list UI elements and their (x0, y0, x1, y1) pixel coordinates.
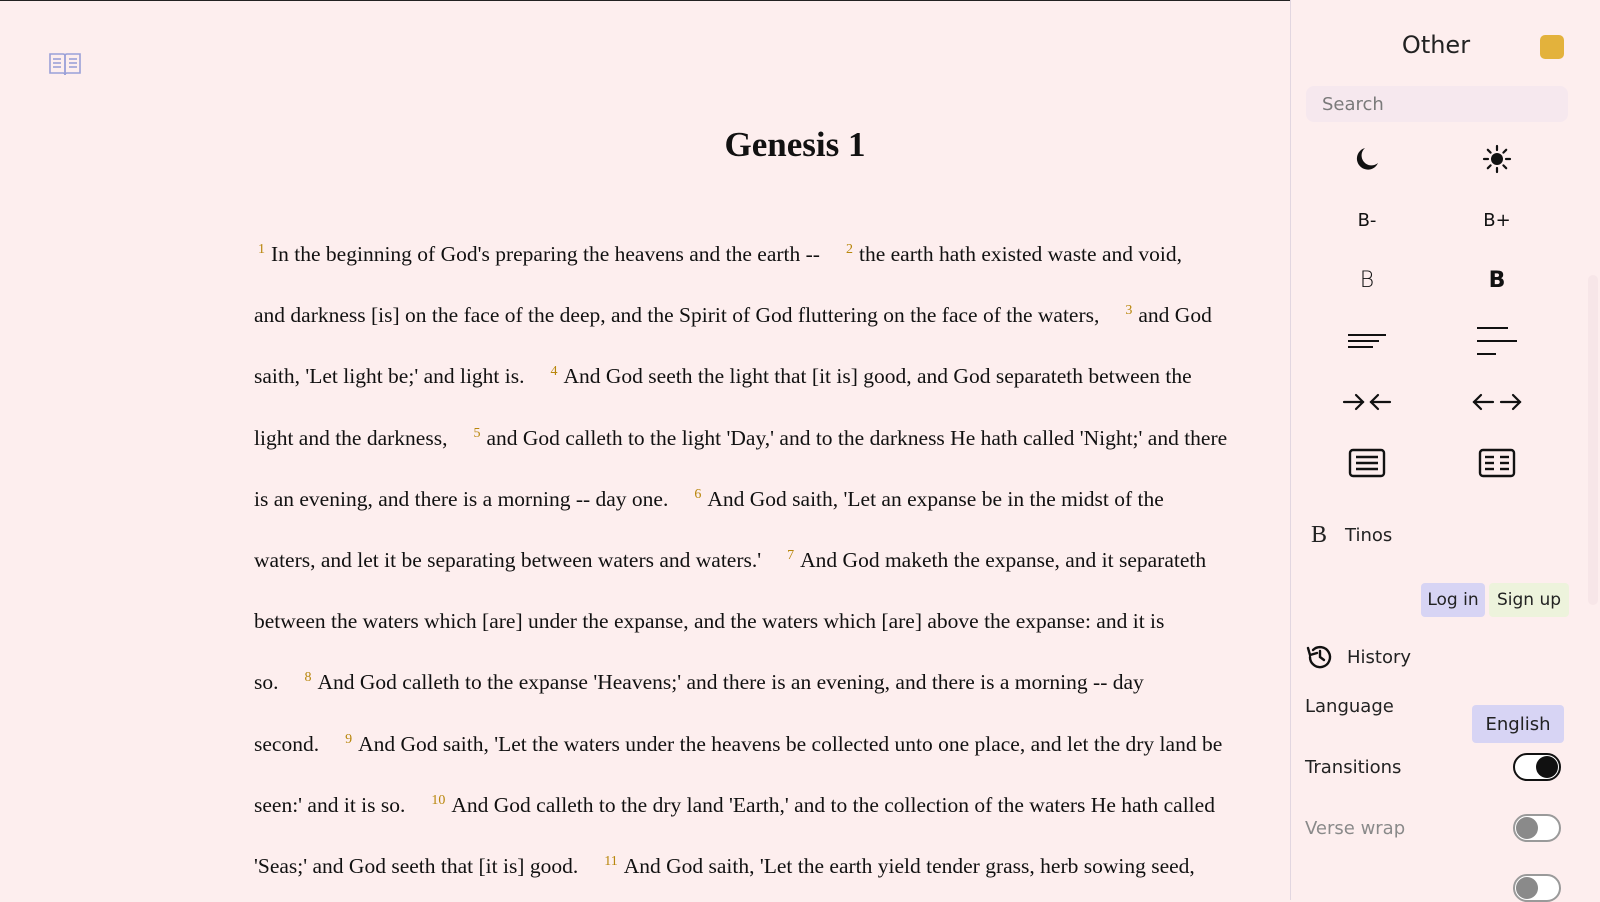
verse-text: is an evening, and there is a morning -- day one. (254, 486, 669, 511)
transitions-label: Transitions (1305, 757, 1402, 778)
text-line (254, 670, 1144, 695)
decrease-font-size-label: B- (1357, 209, 1377, 231)
text-line (254, 732, 1222, 757)
verse-text: the earth hath existed waste and void, (858, 242, 1182, 266)
verse-wrap-label: Verse wrap (1305, 818, 1406, 839)
verse-text: And God calleth to the dry land 'Earth,' and to the collection of the waters He hath called (451, 792, 1215, 817)
language-label: Language (1305, 696, 1394, 717)
verse-wrap-toggle-knob (1516, 817, 1538, 839)
verse-text: waters, and let it be separating between waters and waters.' (254, 548, 762, 572)
increase-font-size-button[interactable] (1467, 198, 1527, 242)
verse-text: and darkness [is] on the face of the deep, and the Spirit of God fluttering on the face of the waters, (254, 303, 1100, 328)
history-button[interactable] (1305, 642, 1411, 672)
light-weight-label: B (1359, 267, 1375, 293)
wide-width-button[interactable] (1467, 380, 1527, 424)
verse-number[interactable]: 7 (787, 548, 795, 563)
line-spacing-tight-button[interactable] (1337, 319, 1397, 363)
dark-theme-button[interactable] (1337, 137, 1397, 181)
search-input[interactable] (1306, 86, 1568, 122)
panel-scrollbar[interactable] (1586, 0, 1600, 900)
language-select[interactable]: English (1472, 705, 1564, 743)
moon-icon (1353, 145, 1381, 173)
verse-text: and God (1138, 303, 1212, 328)
narrow-width-button[interactable] (1337, 380, 1397, 424)
verse-number[interactable]: 11 (604, 854, 618, 869)
text-line (254, 487, 1164, 512)
verse-number[interactable]: 3 (1125, 303, 1133, 319)
verse-text: In the beginning of God's preparing the heavens and the earth -- (271, 242, 820, 266)
verse-text: so. (254, 670, 279, 695)
font-sample: B (1311, 522, 1328, 548)
verse-number[interactable]: 9 (345, 731, 353, 747)
verse-text: And God saith, 'Let the waters under the heavens be collected unto one place, and let the dry land be (358, 731, 1223, 756)
single-column-icon (1348, 448, 1386, 478)
accent-color-swatch[interactable] (1540, 35, 1564, 59)
verse-text: between the waters which [are] under the expanse, and the waters which [are] above the expanse: and it is (254, 609, 1165, 634)
verse-text: and God calleth to the light 'Day,' and to the darkness He hath called 'Night;' and there (486, 425, 1228, 450)
verse-text: light and the darkness, (254, 425, 448, 450)
arrows-outward-icon (1472, 392, 1522, 412)
text-line (254, 303, 1212, 328)
transitions-toggle[interactable] (1513, 753, 1561, 781)
text-line (254, 242, 1182, 267)
text-line (254, 426, 1227, 451)
verse-number[interactable]: 8 (304, 670, 312, 686)
transitions-toggle-knob (1536, 756, 1558, 778)
additional-toggle[interactable] (1513, 874, 1561, 902)
panel-scrollbar-thumb[interactable] (1588, 275, 1598, 605)
text-line (254, 548, 1206, 573)
history-label: History (1347, 646, 1412, 668)
verse-text: And God seeth the light that [it is] good, and God separateth between the (563, 364, 1192, 389)
settings-panel (1290, 0, 1600, 900)
verse-text: seen:' and it is so. (254, 792, 406, 817)
verse-text: And God saith, 'Let the earth yield tender grass, herb sowing seed, (623, 854, 1195, 878)
line-spacing-wide-button[interactable] (1467, 319, 1527, 363)
verse-text: And God saith, 'Let an expanse be in the midst of the (707, 486, 1164, 511)
bold-weight-button[interactable] (1467, 258, 1527, 302)
verse-text: And God calleth to the expanse 'Heavens;' and there is an evening, and there is a morning -- day (317, 670, 1144, 695)
two-column-button[interactable] (1467, 441, 1527, 485)
decrease-font-size-button[interactable] (1337, 198, 1397, 242)
text-line (254, 609, 1164, 634)
text-line (254, 854, 1195, 879)
bold-weight-label: B (1488, 267, 1506, 293)
verse-text: saith, 'Let light be;' and light is. (254, 364, 525, 389)
light-weight-button[interactable] (1337, 258, 1397, 302)
book-icon[interactable] (49, 51, 81, 77)
light-theme-button[interactable] (1467, 137, 1527, 181)
verse-number[interactable]: 6 (694, 486, 702, 502)
two-column-icon (1478, 448, 1516, 478)
sun-icon (1482, 144, 1512, 174)
verse-wrap-toggle[interactable] (1513, 814, 1561, 842)
verse-number[interactable]: 2 (845, 242, 853, 257)
chapter-title: Genesis 1 (724, 125, 866, 164)
text-line (254, 793, 1215, 818)
verse-text: 'Seas;' and God seeth that [it is] good. (254, 854, 579, 878)
line-spacing-wide-icon (1476, 326, 1518, 356)
additional-toggle-knob (1516, 877, 1538, 899)
line-spacing-tight-icon (1347, 331, 1387, 351)
single-column-button[interactable] (1337, 441, 1397, 485)
verse-number[interactable]: 10 (431, 792, 446, 808)
verse-number[interactable]: 4 (550, 364, 558, 380)
history-icon (1305, 642, 1335, 672)
increase-font-size-label: B+ (1483, 209, 1511, 231)
text-line (254, 364, 1192, 389)
font-name: Tinos (1345, 525, 1393, 546)
font-selector[interactable] (1311, 522, 1392, 549)
arrows-inward-icon (1342, 392, 1392, 412)
login-button[interactable]: Log in (1421, 583, 1485, 617)
verse-number[interactable]: 5 (473, 425, 481, 441)
signup-button[interactable]: Sign up (1489, 583, 1569, 617)
verse-number[interactable]: 1 (258, 242, 265, 257)
panel-title: Other (1401, 31, 1471, 59)
verse-text: And God maketh the expanse, and it separateth (800, 548, 1207, 572)
verse-text: second. (254, 731, 320, 756)
